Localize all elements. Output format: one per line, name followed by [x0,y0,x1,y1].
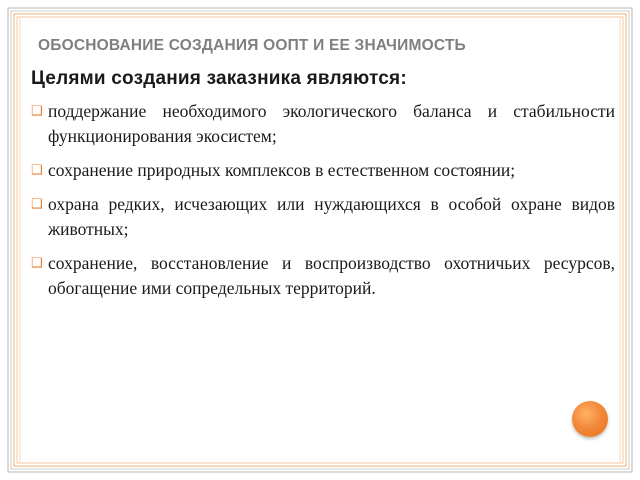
list-item [31,158,615,183]
list-item [31,251,615,301]
square-bullet-icon: ❑ [31,104,43,119]
decorative-orange-circle-icon [572,401,608,437]
square-bullet-icon: ❑ [31,256,43,271]
list-item [31,99,615,149]
goals-list [31,99,615,310]
slide-subheading: Целями создания заказника являются: [31,68,407,89]
list-item-text: поддержание необходимого экологического баланса и стабильности функционирования экосистем; [48,101,615,146]
slide-title: ОБОСНОВАНИЕ СОЗДАНИЯ ООПТ И ЕЕ ЗНАЧИМОСТЬ [38,37,466,54]
list-item [31,192,615,242]
list-item-text: сохранение, восстановление и воспроизводство охотничьих ресурсов, обогащение ими сопредельных территорий. [48,253,615,298]
list-item-text: охрана редких, исчезающих или нуждающихся в особой охране видов животных; [48,194,615,239]
list-item-text: сохранение природных комплексов в естественном состоянии; [48,160,516,180]
square-bullet-icon: ❑ [31,163,43,178]
square-bullet-icon: ❑ [31,197,43,212]
